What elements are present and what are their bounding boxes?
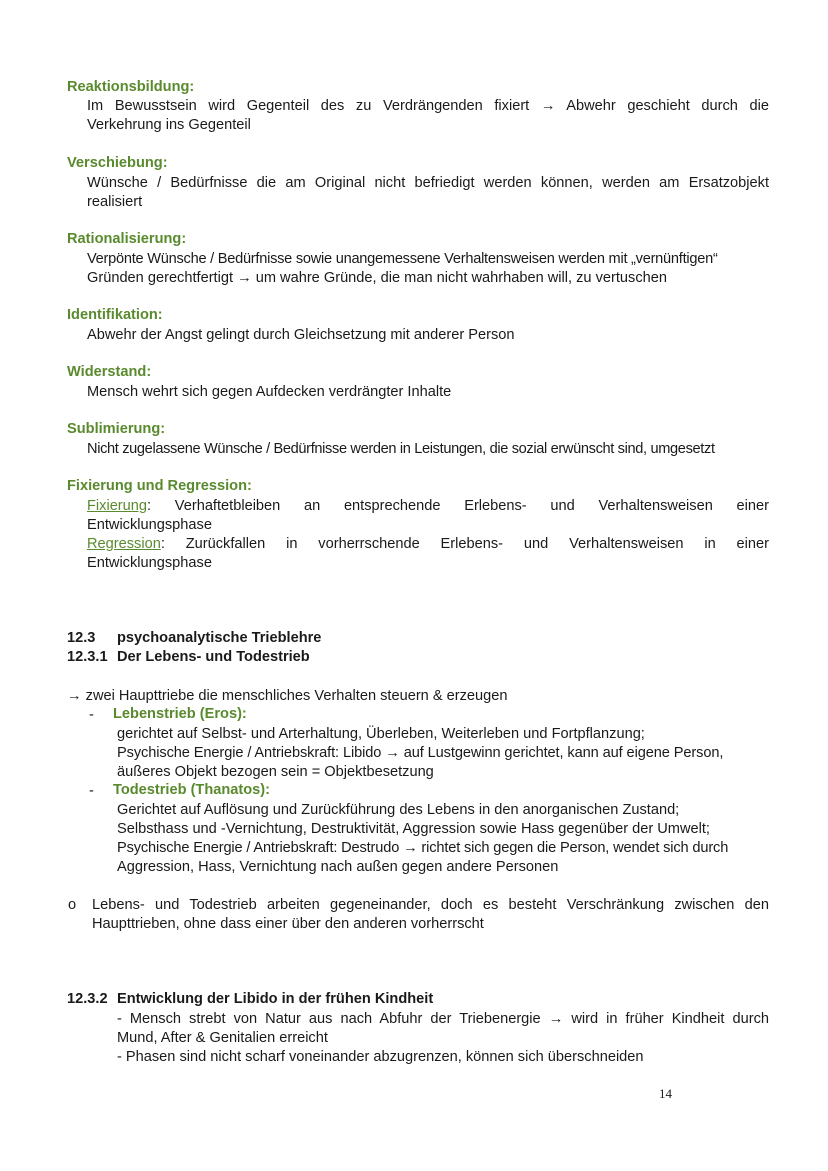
section-title: Der Lebens- und Todestrieb bbox=[117, 649, 310, 665]
text-line: Haupttrieben, ohne dass einer über den anderen vorherrscht bbox=[92, 916, 484, 932]
heading-rationalisierung: Rationalisierung: bbox=[67, 231, 187, 247]
text-line: - Mensch strebt von Natur aus nach Abfuhr der Triebenergie → wird in früher Kindheit durch bbox=[117, 1011, 769, 1027]
heading-thanatos: Todestrieb (Thanatos): bbox=[113, 782, 271, 798]
regression-line bbox=[87, 535, 769, 554]
section-title: psychoanalytische Trieblehre bbox=[117, 630, 322, 646]
heading-sublimierung: Sublimierung: bbox=[67, 421, 166, 437]
section-title: Entwicklung der Libido in der frühen Kindheit bbox=[117, 991, 434, 1007]
heading-fixierung-regression: Fixierung und Regression: bbox=[67, 478, 252, 494]
text-line: gerichtet auf Selbst- und Arterhaltung, Überleben, Weiterleben und Fortpflanzung; bbox=[117, 726, 645, 742]
text-line: Gründen gerechtfertigt → um wahre Gründe, die man nicht wahrhaben will, zu vertuschen bbox=[87, 270, 667, 286]
intro-line: → zwei Haupttriebe die menschliches Verhalten steuern & erzeugen bbox=[67, 688, 508, 704]
text-line: Selbsthass und -Vernichtung, Destruktivität, Aggression sowie Hass gegenüber der Umwelt; bbox=[117, 821, 710, 837]
text-line: Im Bewusstsein wird Gegenteil des zu Verdrängenden fixiert → Abwehr geschieht durch die bbox=[87, 98, 769, 114]
text-line: realisiert bbox=[87, 194, 143, 210]
dash-marker: - bbox=[89, 783, 94, 799]
section-number: 12.3 bbox=[67, 630, 96, 646]
fixierung-definition: : Verhaftetbleiben an entsprechende Erlebens- und Verhaltensweisen einer bbox=[147, 498, 769, 514]
fixierung-line bbox=[87, 497, 769, 516]
term-fixierung: Fixierung bbox=[87, 498, 148, 514]
heading-verschiebung: Verschiebung: bbox=[67, 155, 168, 171]
text-line: Entwicklungsphase bbox=[87, 517, 212, 533]
text-line: Psychische Energie / Antriebskraft: Libido → auf Lustgewinn gerichtet, kann auf eigene Person, bbox=[117, 745, 724, 761]
heading-widerstand: Widerstand: bbox=[67, 364, 152, 380]
text-line: Lebens- und Todestrieb arbeiten gegeneinander, doch es besteht Verschränkung zwischen den bbox=[92, 897, 769, 913]
text-line: Entwicklungsphase bbox=[87, 555, 212, 571]
text-line: Abwehr der Angst gelingt durch Gleichsetzung mit anderer Person bbox=[87, 327, 515, 343]
term-regression: Regression bbox=[87, 536, 161, 552]
heading-eros: Lebenstrieb (Eros): bbox=[113, 706, 247, 722]
text-line: Nicht zugelassene Wünsche / Bedürfnisse werden in Leistungen, die sozial erwünscht sind, umgesetzt bbox=[87, 441, 715, 457]
text-line: Wünsche / Bedürfnisse die am Original nicht befriedigt werden können, werden am Ersatzobjekt bbox=[87, 175, 769, 191]
heading-reaktionsbildung: Reaktionsbildung: bbox=[67, 79, 195, 95]
text-line: Aggression, Hass, Vernichtung nach außen gegen andere Personen bbox=[117, 859, 559, 875]
text-line: - Phasen sind nicht scharf voneinander abzugrenzen, können sich überschneiden bbox=[117, 1049, 644, 1065]
text-line: Psychische Energie / Antriebskraft: Destrudo → richtet sich gegen die Person, wendet sich durch bbox=[117, 840, 729, 856]
heading-identifikation: Identifikation: bbox=[67, 307, 163, 323]
dash-marker: - bbox=[89, 707, 94, 723]
page-number: 14 bbox=[659, 1086, 672, 1101]
regression-definition: : Zurückfallen in vorherrschende Erlebens- und Verhaltensweisen in einer bbox=[160, 536, 769, 552]
section-number: 12.3.1 bbox=[67, 649, 108, 665]
text-line: Verpönte Wünsche / Bedürfnisse sowie unangemessene Verhaltensweisen werden mit „vernünftigen“ bbox=[87, 251, 718, 267]
text-line: Mund, After & Genitalien erreicht bbox=[117, 1030, 328, 1046]
section-number: 12.3.2 bbox=[67, 991, 108, 1007]
text-line: Mensch wehrt sich gegen Aufdecken verdrängter Inhalte bbox=[87, 384, 452, 400]
text-line: äußeres Objekt bezogen sein = Objektbesetzung bbox=[117, 764, 434, 780]
text-line: Verkehrung ins Gegenteil bbox=[87, 117, 251, 133]
bullet-marker: o bbox=[68, 897, 77, 913]
text-line: Gerichtet auf Auflösung und Zurückführung des Lebens in den anorganischen Zustand; bbox=[117, 802, 680, 818]
